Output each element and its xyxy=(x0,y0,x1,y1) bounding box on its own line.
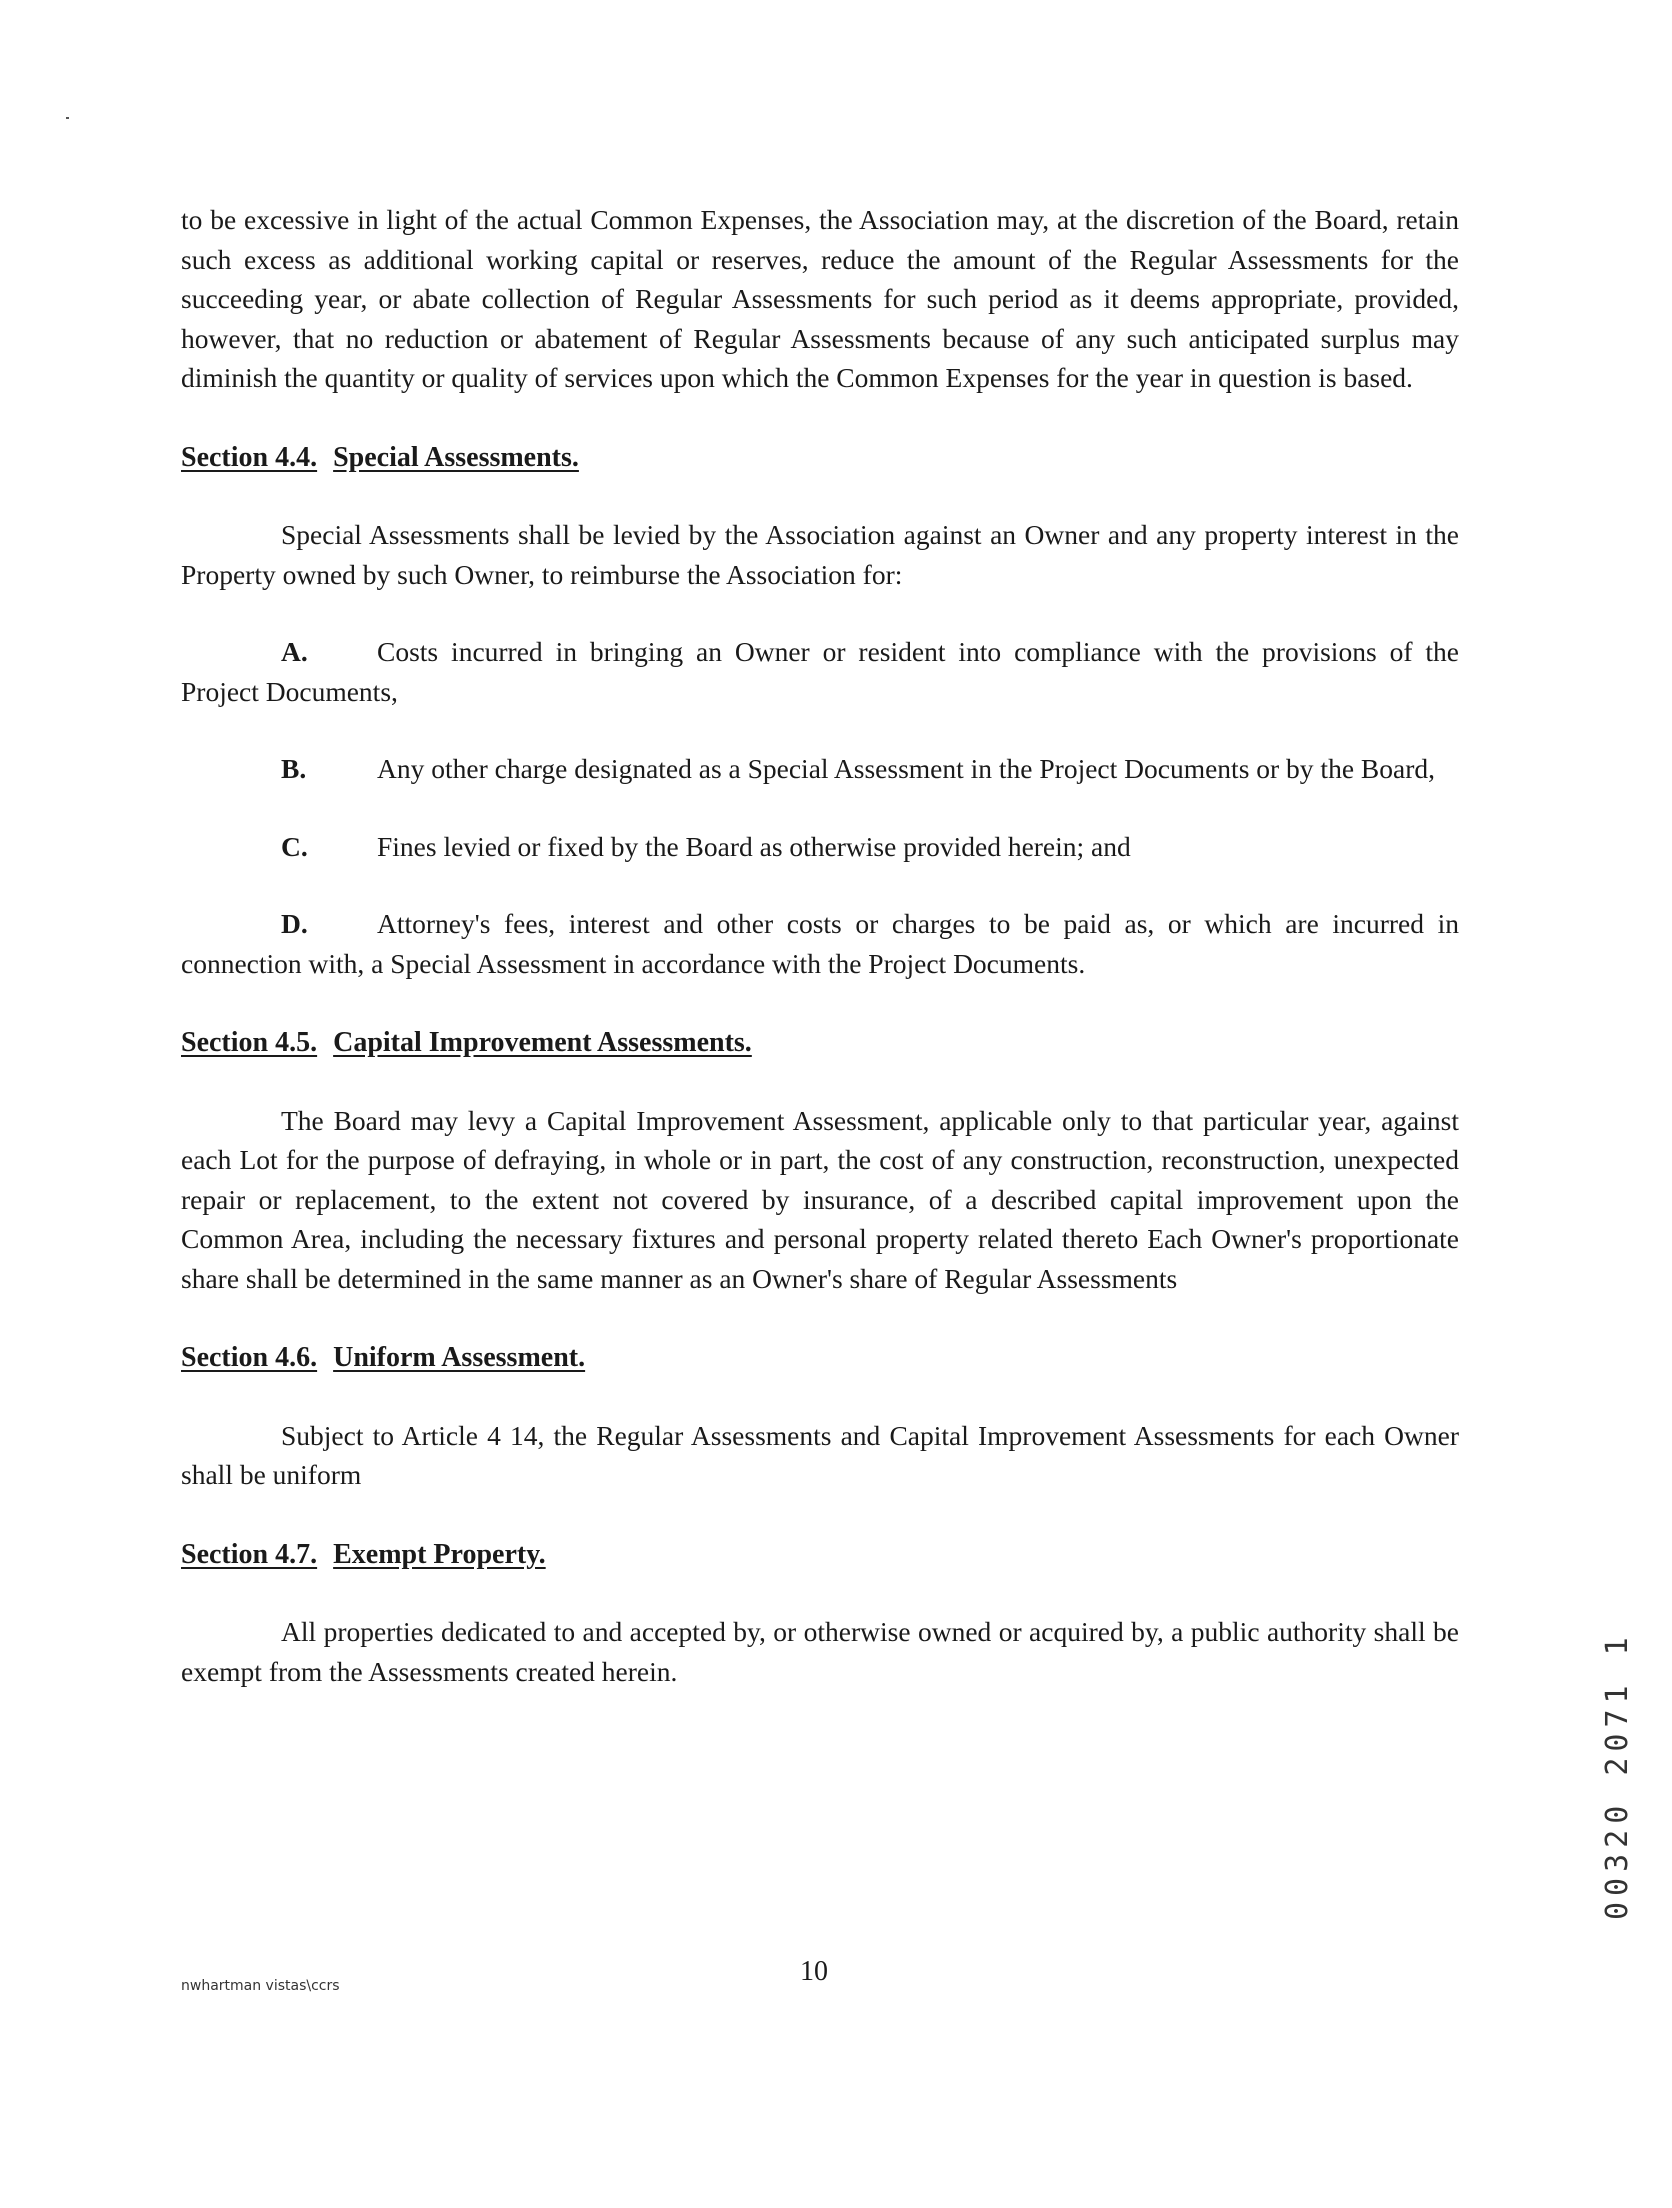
list-item-b xyxy=(181,749,1459,789)
section-title: Exempt Property. xyxy=(333,1538,546,1570)
section-number: Section 4.7. xyxy=(181,1538,318,1570)
item-marker: B. xyxy=(281,753,307,784)
document-body xyxy=(181,200,1459,1691)
item-text: Costs incurred in bringing an Owner or resident into compliance with the provisions of the Project Documents, xyxy=(181,636,1459,707)
item-marker: D. xyxy=(281,908,308,939)
footer-file-path: nwhartman vistas\ccrs xyxy=(181,1978,340,1994)
section-4-5-heading xyxy=(181,1023,1459,1063)
section-4-4-heading xyxy=(181,438,1459,478)
section-title: Special Assessments. xyxy=(333,441,579,473)
section-title: Uniform Assessment. xyxy=(333,1342,586,1373)
opening-paragraph: to be excessive in light of the actual Common Expenses, the Association may, at the discretion of the Board, retain such excess as additional working capital or reserves, reduce the amount of the Regular Assessments for the succeeding year, or abate collection of Regular Assessments for such period as it deems appropriate, provided, however, that no reduction or abatement of Regular Assessments because of any such anticipated surplus may diminish the quantity or quality of services upon which the Common Expenses for the year in question is based. xyxy=(181,204,1459,393)
item-text: Any other charge designated as a Special Assessment in the Project Documents or by the Board, xyxy=(377,753,1435,784)
margin-stamp: 00320 2071 1 xyxy=(1600,1631,1635,1920)
list-item-d xyxy=(181,904,1459,983)
item-text: Attorney's fees, interest and other costs or charges to be paid as, or which are incurred in connection with, a Special Assessment in accordance with the Project Documents. xyxy=(181,908,1459,979)
section-number: Section 4.4. xyxy=(181,441,318,473)
section-4-5-body: The Board may levy a Capital Improvement Assessment, applicable only to that particular year, against each Lot for the purpose of defraying, in whole or in part, the cost of any construction, reconstruction, unexpected repair or replacement, to the extent not covered by insurance, of a described capital improvement upon the Common Area, including the necessary fixtures and personal property related thereto Each Owner's proportionate share shall be determined in the same manner as an Owner's share of Regular Assessments xyxy=(181,1104,1459,1294)
scan-speck xyxy=(66,117,69,119)
section-number: Section 4.5. xyxy=(181,1027,318,1058)
section-4-7-body: All properties dedicated to and accepted by, or otherwise owned or acquired by, a public authority shall be exempt from the Assessments created herein. xyxy=(181,1616,1459,1687)
section-4-4-body: Special Assessments shall be levied by the Association against an Owner and any property interest in the Property owned by such Owner, to reimburse the Association for: xyxy=(181,519,1459,590)
item-marker: A. xyxy=(281,636,308,667)
section-number: Section 4.6. xyxy=(181,1342,318,1373)
section-4-6-heading xyxy=(181,1338,1459,1378)
section-4-6-body: Subject to Article 4 14, the Regular Assessments and Capital Improvement Assessments for each Owner shall be uniform xyxy=(181,1419,1459,1490)
item-text: Fines levied or fixed by the Board as otherwise provided herein; and xyxy=(377,830,1131,862)
list-item-a xyxy=(181,632,1459,711)
page-number: 10 xyxy=(800,1956,828,1987)
section-4-7-heading xyxy=(181,1535,1459,1575)
item-marker: C. xyxy=(281,830,308,862)
section-title: Capital Improvement Assessments. xyxy=(333,1027,752,1058)
list-item-c xyxy=(181,827,1459,867)
